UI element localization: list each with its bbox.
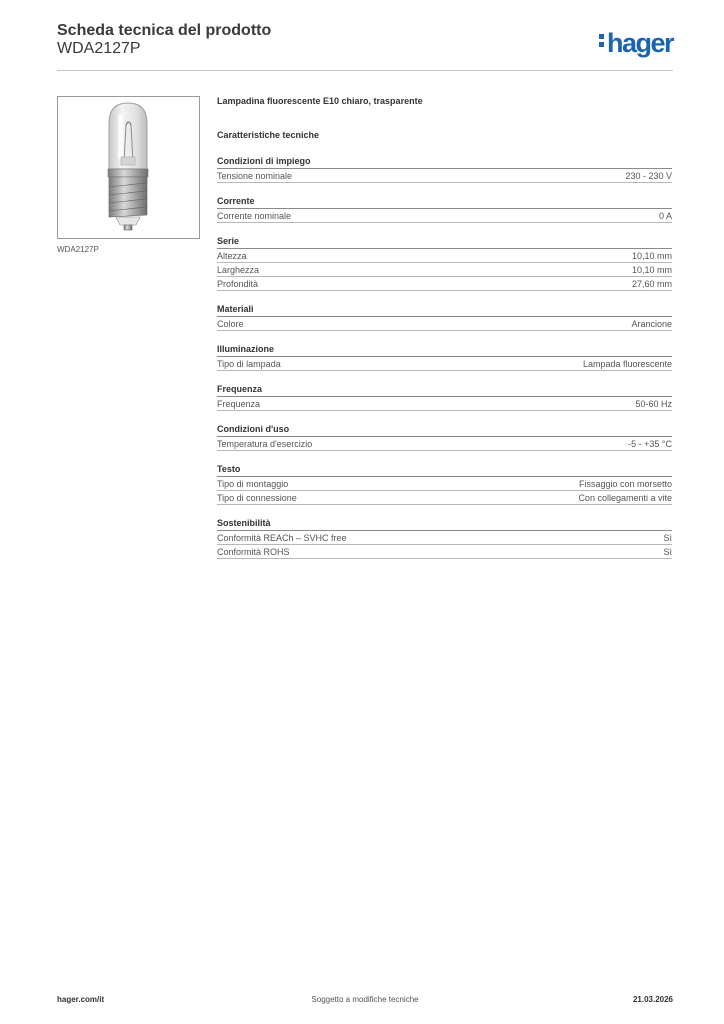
spec-row xyxy=(217,437,672,451)
section-sostenibilita xyxy=(217,517,672,559)
spec-value: Sì xyxy=(663,533,672,543)
spec-row xyxy=(217,397,672,411)
spec-row xyxy=(217,263,672,277)
section-frequenza xyxy=(217,383,672,411)
spec-value: 230 - 230 V xyxy=(625,171,672,181)
section-illuminazione xyxy=(217,343,672,371)
spec-value: 0 A xyxy=(658,211,672,221)
spec-row xyxy=(217,249,672,263)
section-title: Condizioni di impiego xyxy=(217,155,672,169)
spec-value: Lampada fluorescente xyxy=(582,359,672,369)
spec-row xyxy=(217,491,672,505)
logo-text: hager xyxy=(606,28,673,58)
spec-value: Fissaggio con morsetto xyxy=(578,479,672,489)
spec-row xyxy=(217,477,672,491)
section-condizioni-impiego xyxy=(217,155,672,183)
spec-label: Corrente nominale xyxy=(217,211,292,221)
spec-label: Tipo di connessione xyxy=(217,493,297,503)
product-title: Lampadina fluorescente E10 chiaro, trasparente xyxy=(217,96,423,106)
section-title: Testo xyxy=(217,463,672,477)
product-code: WDA2127P xyxy=(57,40,141,57)
spec-row xyxy=(217,277,672,291)
spec-row xyxy=(217,357,672,371)
product-image xyxy=(57,96,200,239)
section-title: Condizioni d'uso xyxy=(217,423,672,437)
spec-label: Profondità xyxy=(217,279,259,289)
section-serie xyxy=(217,235,672,291)
spec-label: Colore xyxy=(217,319,244,329)
spec-row xyxy=(217,545,672,559)
spec-label: Altezza xyxy=(217,251,247,261)
spec-value: 10,10 mm xyxy=(631,265,672,275)
section-materiali xyxy=(217,303,672,331)
document-title: Scheda tecnica del prodotto xyxy=(57,22,272,39)
spec-label: Conformità REACh – SVHC free xyxy=(217,533,347,543)
product-details xyxy=(217,95,672,559)
spec-row xyxy=(217,317,672,331)
spec-value: -5 - +35 °C xyxy=(628,439,672,449)
spec-value: 27,60 mm xyxy=(631,279,672,289)
spec-label: Conformità ROHS xyxy=(217,547,290,557)
logo-dots-icon xyxy=(599,31,604,50)
spec-label: Tipo di montaggio xyxy=(217,479,289,489)
footer-date: 21.03.2026 xyxy=(632,995,673,1004)
spec-label: Tipo di lampada xyxy=(217,359,281,369)
section-testo xyxy=(217,463,672,505)
section-title: Corrente xyxy=(217,195,672,209)
section-title: Sostenibilità xyxy=(217,517,672,531)
spec-value: Arancione xyxy=(631,319,672,329)
spec-value: Sì xyxy=(663,547,672,557)
footer-website-link[interactable]: hager.com/it xyxy=(57,995,105,1004)
hager-logo xyxy=(599,28,673,59)
spec-value: 50-60 Hz xyxy=(635,399,672,409)
footer-note: Soggetto a modifiche tecniche xyxy=(311,995,419,1004)
spec-label: Frequenza xyxy=(217,399,261,409)
section-title: Frequenza xyxy=(217,383,672,397)
spec-value: 10,10 mm xyxy=(631,251,672,261)
image-caption: WDA2127P xyxy=(57,245,99,254)
spec-label: Tensione nominale xyxy=(217,171,293,181)
section-title: Serie xyxy=(217,235,672,249)
section-title: Illuminazione xyxy=(217,343,672,357)
page-header xyxy=(57,20,673,71)
spec-label: Larghezza xyxy=(217,265,260,275)
section-condizioni-uso xyxy=(217,423,672,451)
spec-label: Temperatura d'esercizio xyxy=(217,439,313,449)
spec-row xyxy=(217,169,672,183)
spec-row xyxy=(217,209,672,223)
spec-value: Con collegamenti a vite xyxy=(578,493,672,503)
section-title: Materiali xyxy=(217,303,672,317)
section-corrente xyxy=(217,195,672,223)
spec-row xyxy=(217,531,672,545)
technical-characteristics-heading: Caratteristiche tecniche xyxy=(217,130,320,140)
lamp-bulb-icon xyxy=(58,97,199,238)
